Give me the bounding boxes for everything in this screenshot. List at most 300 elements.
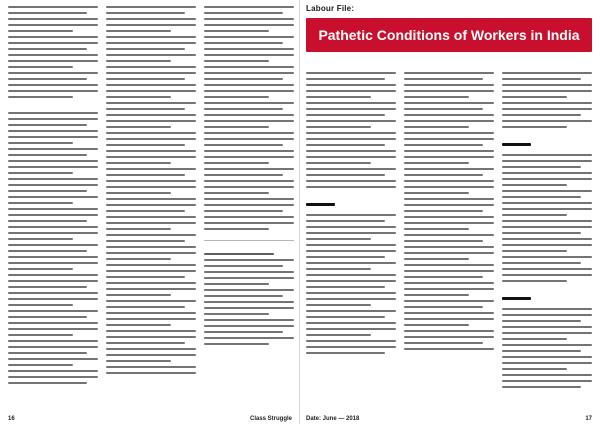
body-line	[106, 186, 196, 188]
body-line	[106, 372, 196, 374]
headline: Pathetic Conditions of Workers in India	[318, 27, 580, 43]
body-line	[404, 264, 494, 266]
body-line	[204, 283, 269, 285]
body-line	[8, 60, 98, 62]
body-line	[404, 186, 494, 188]
right-page	[300, 0, 600, 424]
body-line	[306, 262, 396, 264]
body-line	[404, 348, 494, 350]
body-line	[106, 78, 185, 80]
body-line	[306, 304, 371, 306]
body-line	[106, 342, 185, 344]
body-line	[502, 338, 567, 340]
body-line	[502, 126, 567, 128]
body-line	[502, 102, 592, 104]
body-line	[502, 356, 592, 358]
body-line	[8, 66, 73, 68]
body-line	[306, 340, 396, 342]
body-line	[204, 337, 294, 339]
body-line	[8, 96, 73, 98]
body-line	[502, 90, 592, 92]
body-line	[404, 174, 483, 176]
body-line	[8, 334, 73, 336]
body-line	[502, 262, 581, 264]
body-line	[404, 102, 494, 104]
body-line	[204, 216, 294, 218]
body-line	[306, 328, 396, 330]
body-line	[204, 78, 283, 80]
body-line	[8, 274, 98, 276]
body-line	[106, 366, 196, 368]
body-line	[8, 42, 98, 44]
body-line	[204, 138, 294, 140]
body-line	[204, 66, 294, 68]
body-line	[502, 326, 592, 328]
body-line	[404, 198, 494, 200]
body-line	[306, 186, 396, 188]
body-line	[106, 264, 196, 266]
body-line	[502, 84, 592, 86]
body-line	[404, 144, 483, 146]
body-line	[404, 162, 469, 164]
body-line	[306, 286, 385, 288]
body-line	[404, 138, 494, 140]
body-line	[106, 90, 196, 92]
body-line	[502, 244, 592, 246]
body-line	[8, 124, 87, 126]
body-line	[404, 156, 494, 158]
body-line	[306, 162, 371, 164]
body-line	[106, 294, 171, 296]
right-column-3-text	[502, 72, 592, 388]
body-line	[306, 180, 396, 182]
body-line	[502, 202, 592, 204]
body-line	[8, 220, 87, 222]
body-line	[106, 246, 196, 248]
right-column-2-text	[404, 72, 494, 350]
body-line	[106, 84, 196, 86]
body-line	[404, 276, 483, 278]
body-line	[404, 204, 494, 206]
body-line	[8, 160, 98, 162]
body-line	[8, 238, 73, 240]
body-line	[404, 132, 494, 134]
body-line	[8, 370, 98, 372]
body-line	[106, 240, 185, 242]
body-line	[502, 226, 592, 228]
body-line	[204, 180, 294, 182]
body-line	[106, 360, 171, 362]
body-line	[204, 36, 294, 38]
publication-name: Class Struggle	[249, 416, 292, 422]
body-line	[404, 282, 494, 284]
body-line	[306, 238, 371, 240]
body-line	[404, 120, 494, 122]
body-line	[8, 18, 98, 20]
body-line	[306, 156, 396, 158]
body-line	[204, 228, 269, 230]
body-line	[106, 300, 196, 302]
body-line	[8, 322, 98, 324]
body-line	[106, 180, 196, 182]
body-line	[204, 259, 294, 261]
body-line	[8, 376, 98, 378]
body-line	[106, 192, 171, 194]
body-line	[306, 250, 396, 252]
body-line	[502, 368, 567, 370]
body-line	[306, 72, 396, 74]
body-line	[8, 30, 73, 32]
body-line	[8, 48, 87, 50]
body-line	[8, 190, 87, 192]
body-line	[204, 271, 294, 273]
body-line	[502, 154, 592, 156]
body-line	[8, 78, 87, 80]
body-line	[8, 292, 98, 294]
body-line	[204, 289, 294, 291]
body-line	[404, 324, 469, 326]
body-line	[8, 72, 98, 74]
body-line	[106, 126, 171, 128]
body-line	[106, 102, 196, 104]
body-line	[404, 192, 469, 194]
body-line	[306, 84, 396, 86]
body-line	[8, 142, 73, 144]
body-line	[306, 232, 396, 234]
body-line	[306, 150, 396, 152]
body-line	[106, 120, 196, 122]
body-line	[8, 328, 98, 330]
body-line	[106, 330, 196, 332]
body-line	[106, 168, 196, 170]
body-line	[106, 336, 196, 338]
body-line	[204, 90, 294, 92]
body-line	[306, 226, 396, 228]
body-line	[204, 6, 294, 8]
body-line	[404, 126, 469, 128]
body-line	[306, 120, 396, 122]
body-line	[106, 222, 196, 224]
body-line	[8, 382, 87, 384]
body-line	[502, 196, 581, 198]
body-line	[306, 310, 396, 312]
body-line	[8, 12, 87, 14]
body-line	[106, 252, 196, 254]
body-line	[8, 24, 98, 26]
body-line	[8, 90, 98, 92]
left-column-3-text	[204, 6, 294, 345]
body-line	[404, 336, 494, 338]
body-line	[404, 114, 494, 116]
body-line	[8, 202, 73, 204]
body-line	[8, 196, 98, 198]
body-line	[8, 214, 98, 216]
right-column-1-text	[306, 72, 396, 354]
body-line	[306, 352, 385, 354]
body-line	[204, 301, 294, 303]
body-line	[404, 258, 469, 260]
body-line	[106, 60, 171, 62]
body-line	[106, 138, 196, 140]
body-line	[106, 324, 171, 326]
body-line	[8, 358, 98, 360]
body-line	[8, 36, 98, 38]
body-line	[106, 42, 196, 44]
left-column-3	[204, 6, 294, 406]
body-line	[204, 319, 294, 321]
body-line	[306, 244, 396, 246]
body-line	[404, 90, 494, 92]
body-line	[306, 78, 385, 80]
right-column-3	[502, 72, 592, 406]
body-line	[204, 24, 294, 26]
body-line	[106, 348, 196, 350]
body-line	[106, 234, 196, 236]
body-line	[204, 84, 294, 86]
body-line	[204, 150, 294, 152]
body-line	[204, 30, 269, 32]
body-line	[106, 156, 196, 158]
body-line	[106, 228, 171, 230]
body-line	[106, 18, 196, 20]
body-line	[306, 292, 396, 294]
section-label: Labour File:	[306, 4, 355, 13]
body-line	[204, 210, 283, 212]
body-line	[204, 102, 294, 104]
body-line	[106, 270, 196, 272]
body-line	[306, 108, 396, 110]
page-number: 16	[8, 416, 15, 422]
body-line	[204, 325, 294, 327]
body-line	[204, 343, 269, 345]
body-line	[204, 265, 283, 267]
body-line	[106, 132, 196, 134]
body-line	[502, 250, 567, 252]
body-line	[204, 307, 294, 309]
body-line	[106, 162, 171, 164]
body-line	[8, 304, 73, 306]
body-line	[106, 114, 196, 116]
body-line	[404, 72, 494, 74]
body-line	[502, 362, 592, 364]
body-line	[204, 18, 294, 20]
body-line	[306, 268, 371, 270]
body-line	[404, 234, 494, 236]
body-line	[404, 318, 494, 320]
body-line	[502, 280, 567, 282]
body-line	[106, 144, 185, 146]
body-line	[8, 352, 87, 354]
body-line	[404, 108, 483, 110]
body-line	[502, 190, 592, 192]
body-line	[8, 6, 98, 8]
body-line	[8, 298, 98, 300]
body-line	[106, 108, 185, 110]
body-line	[502, 184, 567, 186]
body-line	[106, 66, 196, 68]
body-line	[404, 216, 494, 218]
body-line	[8, 130, 98, 132]
body-line	[204, 192, 269, 194]
body-line	[8, 226, 98, 228]
body-line	[404, 294, 469, 296]
body-line	[306, 138, 396, 140]
body-line	[8, 208, 98, 210]
body-line	[404, 312, 494, 314]
body-line	[204, 277, 294, 279]
right-page-columns	[306, 72, 592, 406]
body-line	[8, 310, 98, 312]
body-line	[404, 222, 494, 224]
body-line	[204, 331, 283, 333]
body-line	[204, 156, 294, 158]
body-line	[106, 174, 185, 176]
body-line	[204, 204, 294, 206]
body-line	[306, 102, 396, 104]
body-line	[502, 166, 581, 168]
left-column-2	[106, 6, 196, 406]
body-line	[306, 322, 396, 324]
body-line	[8, 316, 87, 318]
body-line	[306, 274, 396, 276]
body-line	[204, 198, 294, 200]
body-line	[502, 256, 592, 258]
body-line	[106, 6, 196, 8]
body-line	[502, 344, 592, 346]
body-line	[106, 48, 185, 50]
body-line	[8, 286, 87, 288]
body-line	[502, 172, 592, 174]
body-line	[8, 118, 98, 120]
body-line	[306, 126, 371, 128]
body-line	[502, 386, 581, 388]
body-line	[502, 238, 592, 240]
body-line	[502, 72, 592, 74]
body-line	[106, 96, 171, 98]
body-line	[204, 144, 283, 146]
body-line	[306, 214, 396, 216]
left-page-columns	[8, 6, 294, 406]
body-line	[106, 204, 196, 206]
body-line	[106, 72, 196, 74]
body-line	[502, 350, 581, 352]
body-line	[204, 60, 269, 62]
body-line	[106, 276, 185, 278]
body-line	[204, 114, 294, 116]
body-line	[106, 306, 185, 308]
body-line	[204, 120, 294, 122]
body-line	[8, 250, 87, 252]
subheading-mark	[502, 143, 531, 146]
body-line	[404, 330, 494, 332]
body-line	[502, 232, 581, 234]
body-line	[8, 232, 98, 234]
body-line	[204, 12, 283, 14]
body-line	[8, 84, 98, 86]
body-line	[502, 308, 592, 310]
body-line	[106, 24, 196, 26]
right-column-1	[306, 72, 396, 406]
body-line	[8, 364, 73, 366]
body-line	[204, 132, 294, 134]
body-line	[404, 96, 469, 98]
body-line	[306, 174, 385, 176]
body-line	[106, 210, 185, 212]
body-line	[8, 268, 73, 270]
body-line	[204, 168, 294, 170]
subheading-mark	[306, 203, 335, 206]
body-line	[204, 174, 283, 176]
body-line	[306, 316, 385, 318]
body-line	[204, 96, 269, 98]
body-line	[502, 374, 592, 376]
body-line	[204, 162, 269, 164]
body-line	[306, 256, 385, 258]
body-line	[8, 154, 87, 156]
body-line	[204, 222, 294, 224]
body-line	[8, 244, 98, 246]
body-line	[404, 168, 494, 170]
body-line	[8, 54, 98, 56]
body-line	[306, 280, 396, 282]
body-line	[106, 30, 171, 32]
body-line	[502, 332, 592, 334]
body-line	[404, 150, 494, 152]
body-line	[502, 114, 581, 116]
body-line	[502, 178, 592, 180]
issue-date: Date: June — 2018	[306, 416, 360, 422]
body-line	[404, 180, 494, 182]
body-line	[204, 108, 283, 110]
body-line	[306, 334, 371, 336]
body-line	[204, 313, 269, 315]
body-line	[502, 314, 592, 316]
body-line	[306, 90, 396, 92]
body-line	[502, 160, 592, 162]
body-line	[502, 220, 592, 222]
body-line	[502, 96, 567, 98]
left-column-2-text	[106, 6, 196, 374]
body-line	[404, 342, 483, 344]
body-line	[106, 258, 171, 260]
body-line	[8, 166, 98, 168]
body-line	[404, 84, 494, 86]
body-line	[204, 42, 283, 44]
body-line	[204, 54, 294, 56]
body-line	[8, 346, 98, 348]
body-line	[404, 288, 494, 290]
body-line	[204, 48, 294, 50]
body-line	[106, 150, 196, 152]
body-line	[306, 144, 385, 146]
right-column-2	[404, 72, 494, 406]
headline-bar	[306, 18, 592, 52]
body-line	[502, 274, 592, 276]
body-line	[8, 340, 98, 342]
body-line	[106, 318, 196, 320]
left-column-1-text	[8, 6, 98, 384]
body-line	[404, 246, 494, 248]
body-line	[106, 54, 196, 56]
body-line	[106, 354, 196, 356]
body-line	[106, 282, 196, 284]
body-line	[404, 210, 483, 212]
body-line	[502, 380, 592, 382]
body-line	[106, 216, 196, 218]
body-line	[502, 268, 592, 270]
body-line	[502, 108, 592, 110]
body-line	[106, 198, 196, 200]
